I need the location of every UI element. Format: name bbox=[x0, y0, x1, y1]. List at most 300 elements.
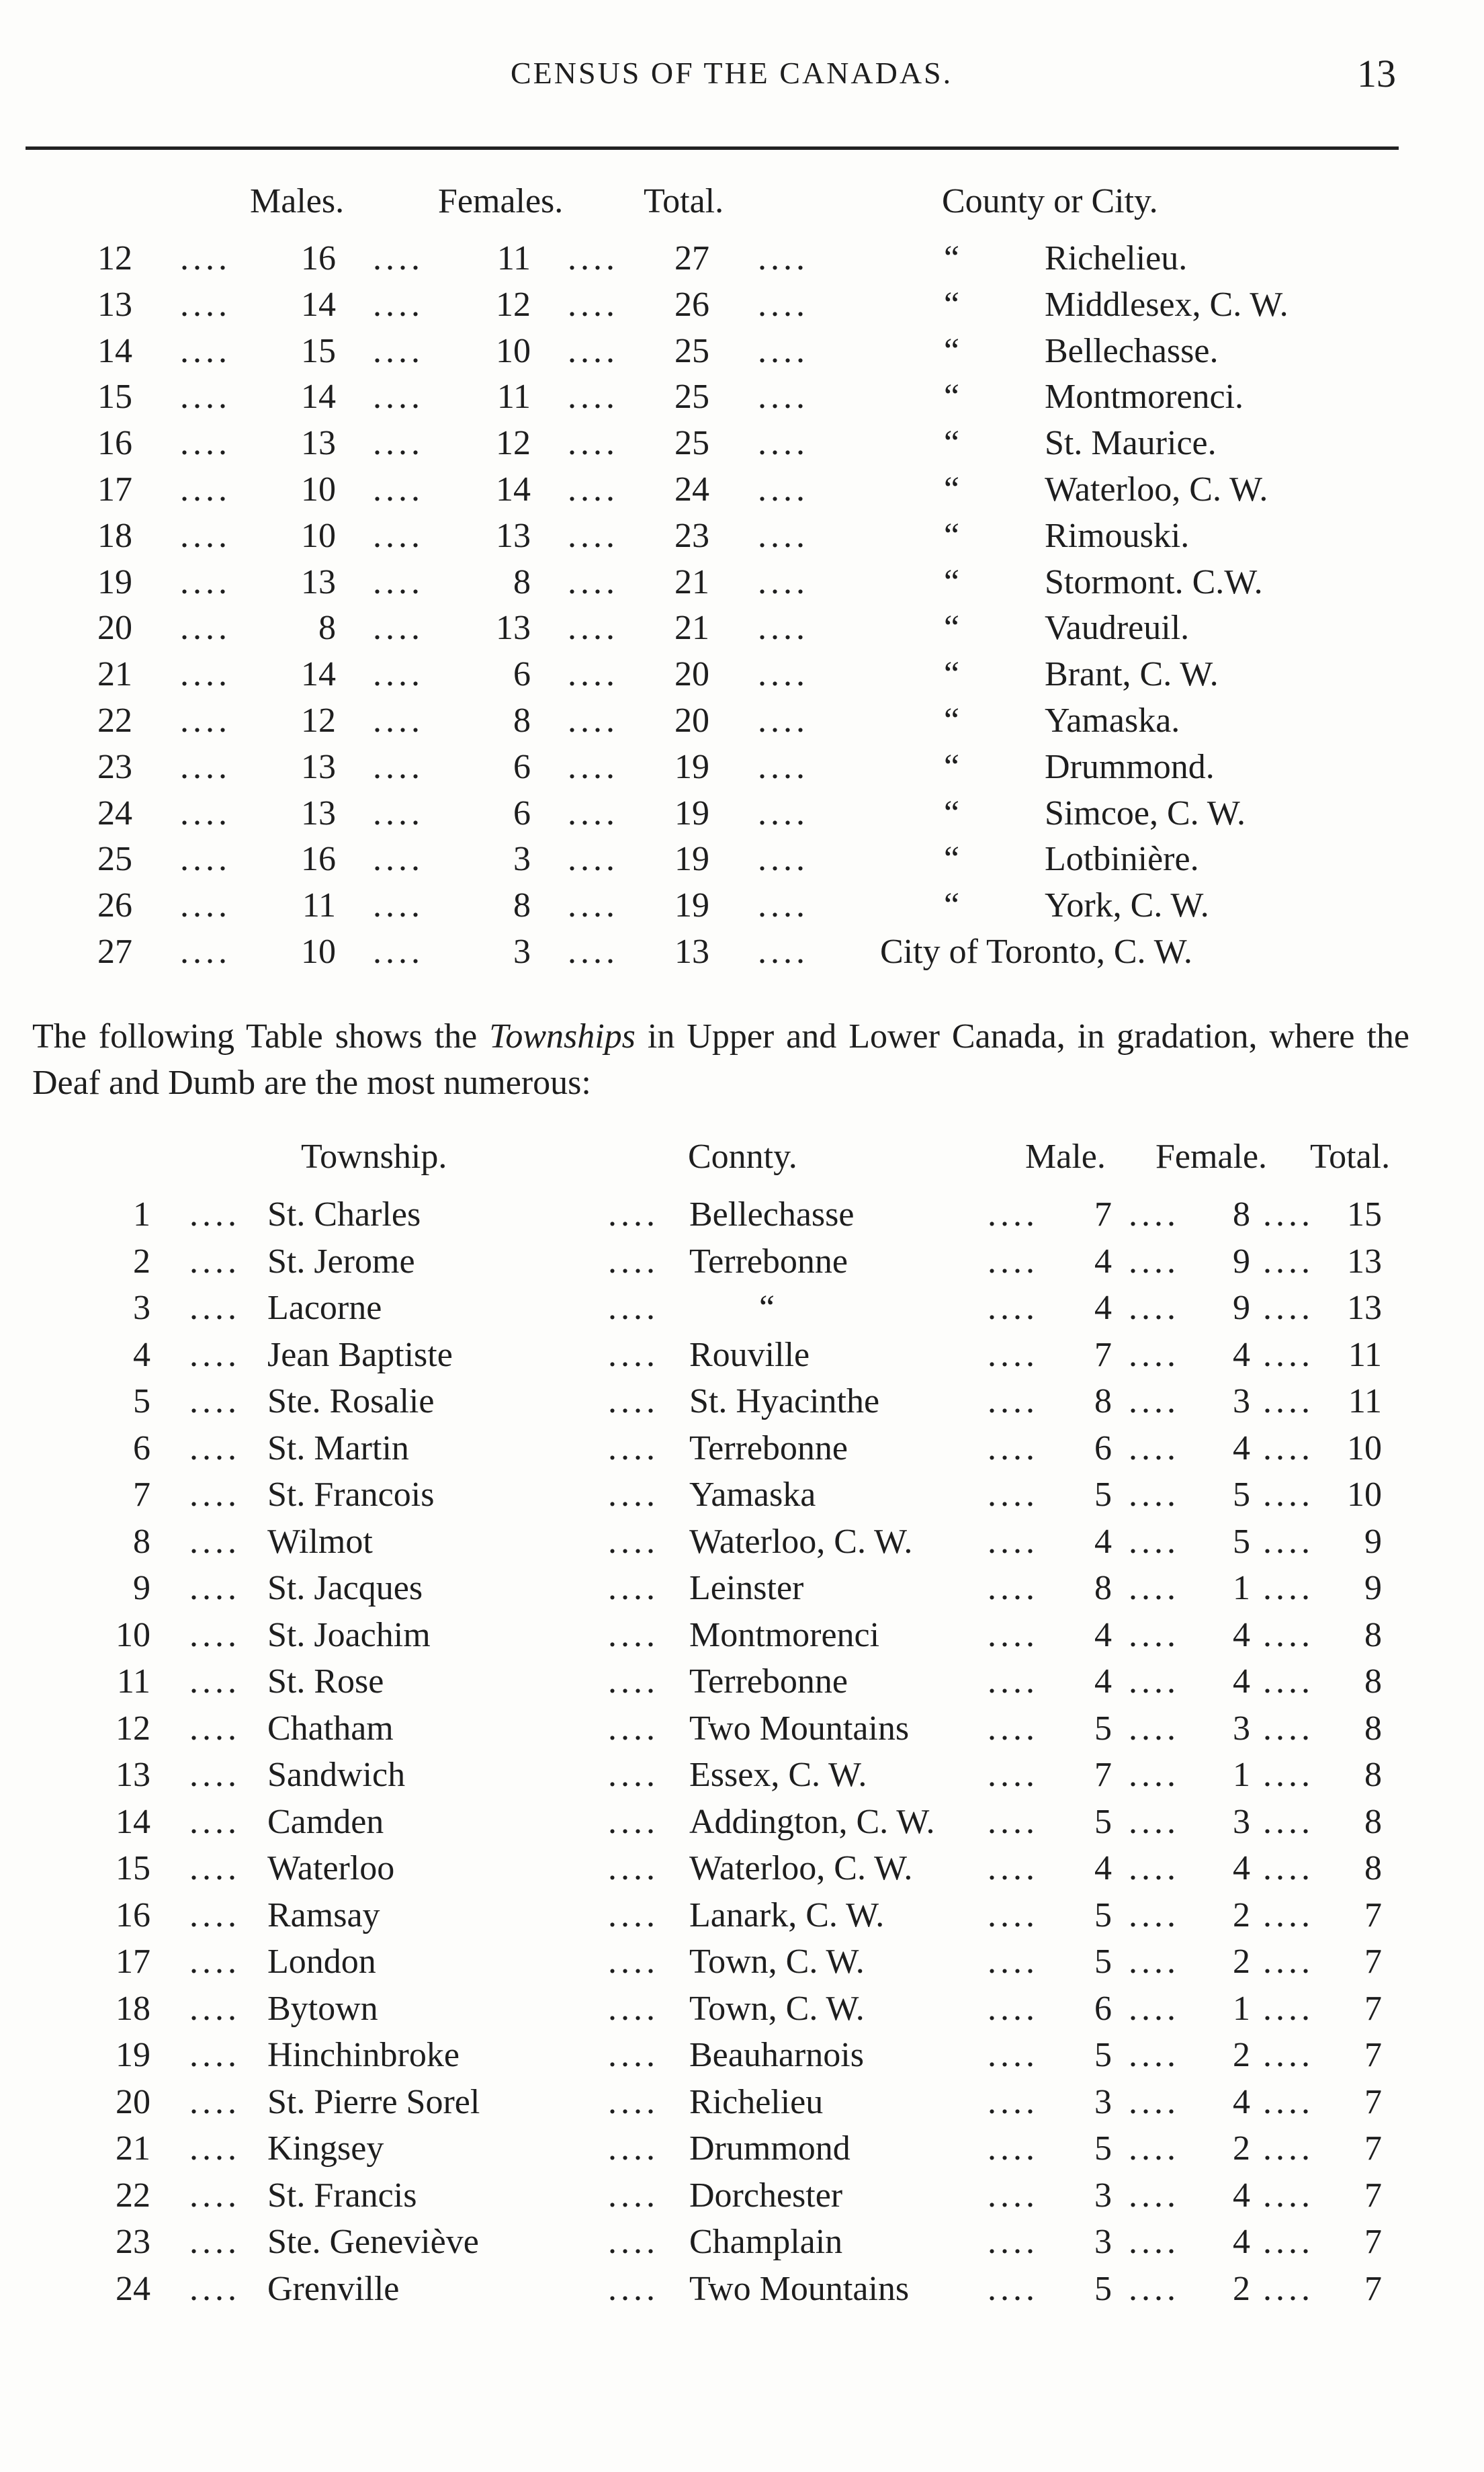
dot-leader: .... bbox=[608, 1382, 659, 1420]
dot-leader: .... bbox=[1263, 2269, 1314, 2308]
township-cell: St. Jerome bbox=[267, 1242, 415, 1281]
females-cell: 13 bbox=[496, 609, 531, 648]
dot-leader: .... bbox=[608, 1756, 659, 1794]
table1-row bbox=[0, 470, 1484, 515]
dot-leader: .... bbox=[568, 701, 619, 740]
county-cell: Waterloo, C. W. bbox=[689, 1849, 913, 1887]
males-cell: 10 bbox=[301, 516, 336, 555]
table1-row bbox=[0, 377, 1484, 423]
dot-leader: .... bbox=[608, 1289, 659, 1327]
females-cell: 10 bbox=[496, 331, 531, 370]
dot-leader: .... bbox=[988, 1429, 1039, 1467]
male-cell: 3 bbox=[1094, 2176, 1112, 2215]
dot-leader: .... bbox=[758, 562, 809, 601]
dot-leader: .... bbox=[373, 794, 424, 833]
township-cell: Grenville bbox=[267, 2269, 400, 2308]
dot-leader: .... bbox=[758, 470, 809, 509]
males-cell: 12 bbox=[301, 701, 336, 740]
rank-cell: 25 bbox=[97, 840, 132, 879]
dot-leader: .... bbox=[988, 1989, 1039, 2028]
ditto-mark: “ bbox=[944, 794, 960, 833]
county-cell: Beauharnois bbox=[689, 2036, 864, 2074]
table1-row bbox=[0, 886, 1484, 931]
dot-leader: .... bbox=[1263, 1709, 1314, 1748]
dot-leader: .... bbox=[1129, 1756, 1180, 1794]
county-cell: Terrebonne bbox=[689, 1662, 848, 1701]
dot-leader: .... bbox=[758, 794, 809, 833]
total-cell: 19 bbox=[674, 886, 709, 925]
table2-row bbox=[0, 1195, 1484, 1242]
table2-row bbox=[0, 1802, 1484, 1849]
males-cell: 10 bbox=[301, 470, 336, 509]
dot-leader: .... bbox=[180, 747, 231, 786]
dot-leader: .... bbox=[568, 886, 619, 925]
township-cell: Sandwich bbox=[267, 1756, 406, 1794]
county-cell: Town, C. W. bbox=[689, 1989, 865, 2028]
dot-leader: .... bbox=[180, 285, 231, 324]
female-cell: 2 bbox=[1233, 2269, 1250, 2308]
rank-cell: 4 bbox=[133, 1335, 150, 1374]
place-cell: St. Maurice. bbox=[1045, 424, 1217, 463]
female-cell: 4 bbox=[1233, 1849, 1250, 1887]
rank-cell: 18 bbox=[116, 1989, 150, 2028]
females-cell: 6 bbox=[513, 655, 531, 694]
total-cell: 11 bbox=[1348, 1382, 1382, 1420]
dot-leader: .... bbox=[988, 1802, 1039, 1841]
dot-leader: .... bbox=[608, 1335, 659, 1374]
total-cell: 15 bbox=[1347, 1195, 1382, 1234]
rank-cell: 26 bbox=[97, 886, 132, 925]
dot-leader: .... bbox=[1129, 2176, 1180, 2215]
table2-row bbox=[0, 1242, 1484, 1289]
male-cell: 4 bbox=[1094, 1289, 1112, 1327]
rank-cell: 1 bbox=[133, 1195, 150, 1234]
county-cell: Richelieu bbox=[689, 2082, 824, 2121]
dot-leader: .... bbox=[189, 1522, 241, 1561]
table2-row bbox=[0, 1662, 1484, 1709]
males-cell: 14 bbox=[301, 285, 336, 324]
table2-row bbox=[0, 2269, 1484, 2316]
rank-cell: 16 bbox=[116, 1895, 150, 1934]
females-cell: 3 bbox=[513, 933, 531, 971]
total-cell: 19 bbox=[674, 747, 709, 786]
rank-cell: 10 bbox=[116, 1615, 150, 1654]
table1-females-header: Females. bbox=[438, 182, 564, 220]
dot-leader: .... bbox=[1263, 1802, 1314, 1841]
township-cell: London bbox=[267, 1943, 376, 1981]
dot-leader: .... bbox=[568, 840, 619, 879]
place-cell: Middlesex, C. W. bbox=[1045, 285, 1289, 324]
dot-leader: .... bbox=[1263, 1476, 1314, 1514]
ditto-mark: “ bbox=[944, 516, 960, 555]
males-cell: 14 bbox=[301, 655, 336, 694]
dot-leader: .... bbox=[758, 378, 809, 417]
female-cell: 1 bbox=[1233, 1989, 1250, 2028]
rank-cell: 12 bbox=[97, 239, 132, 278]
table1-row bbox=[0, 839, 1484, 885]
rank-cell: 21 bbox=[116, 2129, 150, 2168]
table2-male-header: Male. bbox=[1025, 1138, 1106, 1176]
place-cell: Waterloo, C. W. bbox=[1045, 470, 1268, 509]
dot-leader: .... bbox=[1129, 1662, 1180, 1701]
females-cell: 8 bbox=[513, 562, 531, 601]
county-cell: Terrebonne bbox=[689, 1429, 848, 1467]
rank-cell: 15 bbox=[116, 1849, 150, 1887]
dot-leader: .... bbox=[988, 1709, 1039, 1748]
dot-leader: .... bbox=[189, 1709, 241, 1748]
place-cell: City of Toronto, C. W. bbox=[880, 933, 1192, 971]
township-cell: St. Francis bbox=[267, 2176, 417, 2215]
table2-county-header: Connty. bbox=[688, 1138, 797, 1176]
dot-leader: .... bbox=[373, 285, 424, 324]
township-cell: Lacorne bbox=[267, 1289, 382, 1327]
rank-cell: 12 bbox=[116, 1709, 150, 1748]
male-cell: 8 bbox=[1094, 1382, 1112, 1420]
dot-leader: .... bbox=[180, 516, 231, 555]
males-cell: 16 bbox=[301, 239, 336, 278]
township-cell: St. Jacques bbox=[267, 1569, 423, 1607]
dot-leader: .... bbox=[373, 424, 424, 463]
dot-leader: .... bbox=[373, 886, 424, 925]
dot-leader: .... bbox=[189, 2176, 241, 2215]
female-cell: 4 bbox=[1233, 2223, 1250, 2261]
table1-row bbox=[0, 331, 1484, 377]
dot-leader: .... bbox=[180, 424, 231, 463]
dot-leader: .... bbox=[1129, 1569, 1180, 1607]
dot-leader: .... bbox=[189, 2129, 241, 2168]
county-cell: “ bbox=[759, 1289, 775, 1327]
dot-leader: .... bbox=[189, 1242, 241, 1281]
dot-leader: .... bbox=[608, 1802, 659, 1841]
males-cell: 13 bbox=[301, 794, 336, 833]
dot-leader: .... bbox=[373, 470, 424, 509]
table2-row bbox=[0, 1335, 1484, 1382]
county-cell: Addington, C. W. bbox=[689, 1802, 935, 1841]
ditto-mark: “ bbox=[944, 562, 960, 601]
county-cell: Rouville bbox=[689, 1335, 810, 1374]
females-cell: 14 bbox=[496, 470, 531, 509]
table2-female-header: Female. bbox=[1155, 1138, 1268, 1176]
total-cell: 19 bbox=[674, 794, 709, 833]
dot-leader: .... bbox=[1263, 1895, 1314, 1934]
dot-leader: .... bbox=[988, 2269, 1039, 2308]
dot-leader: .... bbox=[568, 378, 619, 417]
dot-leader: .... bbox=[988, 1569, 1039, 1607]
township-cell: Camden bbox=[267, 1802, 384, 1841]
dot-leader: .... bbox=[608, 1242, 659, 1281]
male-cell: 4 bbox=[1094, 1522, 1112, 1561]
dot-leader: .... bbox=[1129, 2036, 1180, 2074]
township-cell: Jean Baptiste bbox=[267, 1335, 453, 1374]
dot-leader: .... bbox=[1263, 1662, 1314, 1701]
table1-row bbox=[0, 285, 1484, 331]
rank-cell: 3 bbox=[133, 1289, 150, 1327]
males-cell: 14 bbox=[301, 378, 336, 417]
ditto-mark: “ bbox=[944, 747, 960, 786]
table2-row bbox=[0, 1288, 1484, 1335]
rank-cell: 18 bbox=[97, 516, 132, 555]
table1-row bbox=[0, 562, 1484, 608]
dot-leader: .... bbox=[1129, 1335, 1180, 1374]
dot-leader: .... bbox=[189, 2269, 241, 2308]
dot-leader: .... bbox=[180, 609, 231, 648]
rank-cell: 15 bbox=[97, 378, 132, 417]
table2-row bbox=[0, 1895, 1484, 1943]
dot-leader: .... bbox=[189, 1756, 241, 1794]
dot-leader: .... bbox=[758, 609, 809, 648]
dot-leader: .... bbox=[988, 1849, 1039, 1887]
rank-cell: 22 bbox=[97, 701, 132, 740]
total-cell: 23 bbox=[674, 516, 709, 555]
total-cell: 21 bbox=[674, 609, 709, 648]
rank-cell: 13 bbox=[116, 1756, 150, 1794]
dot-leader: .... bbox=[1129, 1289, 1180, 1327]
place-cell: York, C. W. bbox=[1045, 886, 1209, 925]
township-cell: Wilmot bbox=[267, 1522, 373, 1561]
ditto-mark: “ bbox=[944, 239, 960, 278]
dot-leader: .... bbox=[373, 239, 424, 278]
male-cell: 7 bbox=[1094, 1335, 1112, 1374]
table2-row bbox=[0, 1429, 1484, 1476]
female-cell: 3 bbox=[1233, 1802, 1250, 1841]
rank-cell: 24 bbox=[116, 2269, 150, 2308]
place-cell: Bellechasse. bbox=[1045, 331, 1219, 370]
female-cell: 4 bbox=[1233, 2082, 1250, 2121]
total-cell: 9 bbox=[1364, 1522, 1382, 1561]
dot-leader: .... bbox=[373, 609, 424, 648]
male-cell: 5 bbox=[1094, 1895, 1112, 1934]
county-cell: Two Mountains bbox=[689, 1709, 910, 1748]
table1-males-header: Males. bbox=[250, 182, 345, 220]
table2-row bbox=[0, 1709, 1484, 1756]
males-cell: 13 bbox=[301, 747, 336, 786]
dot-leader: .... bbox=[1263, 1756, 1314, 1794]
dot-leader: .... bbox=[373, 747, 424, 786]
township-cell: Ramsay bbox=[267, 1895, 380, 1934]
rank-cell: 23 bbox=[97, 747, 132, 786]
table1-row bbox=[0, 239, 1484, 284]
county-cell: Waterloo, C. W. bbox=[689, 1522, 913, 1561]
dot-leader: .... bbox=[373, 378, 424, 417]
dot-leader: .... bbox=[568, 609, 619, 648]
rank-cell: 13 bbox=[97, 285, 132, 324]
female-cell: 4 bbox=[1233, 2176, 1250, 2215]
county-cell: Terrebonne bbox=[689, 1242, 848, 1281]
township-cell: St. Joachim bbox=[267, 1615, 431, 1654]
dot-leader: .... bbox=[180, 239, 231, 278]
paragraph-text: The following Table shows the bbox=[32, 1017, 490, 1056]
dot-leader: .... bbox=[1263, 2082, 1314, 2121]
dot-leader: .... bbox=[1129, 2223, 1180, 2261]
male-cell: 6 bbox=[1094, 1429, 1112, 1467]
dot-leader: .... bbox=[189, 1662, 241, 1701]
total-cell: 21 bbox=[674, 562, 709, 601]
dot-leader: .... bbox=[1129, 2129, 1180, 2168]
males-cell: 13 bbox=[301, 424, 336, 463]
dot-leader: .... bbox=[608, 1569, 659, 1607]
county-cell: Champlain bbox=[689, 2223, 843, 2261]
dot-leader: .... bbox=[758, 655, 809, 694]
dot-leader: .... bbox=[568, 285, 619, 324]
rank-cell: 19 bbox=[116, 2036, 150, 2074]
total-cell: 7 bbox=[1364, 2176, 1382, 2215]
table1-row bbox=[0, 516, 1484, 562]
ditto-mark: “ bbox=[944, 470, 960, 509]
dot-leader: .... bbox=[1129, 1195, 1180, 1234]
table2-row bbox=[0, 1615, 1484, 1662]
male-cell: 4 bbox=[1094, 1662, 1112, 1701]
place-cell: Drummond. bbox=[1045, 747, 1215, 786]
dot-leader: .... bbox=[1129, 1615, 1180, 1654]
dot-leader: .... bbox=[758, 747, 809, 786]
females-cell: 13 bbox=[496, 516, 531, 555]
dot-leader: .... bbox=[1129, 1522, 1180, 1561]
male-cell: 4 bbox=[1094, 1615, 1112, 1654]
dot-leader: .... bbox=[988, 1476, 1039, 1514]
total-cell: 20 bbox=[674, 655, 709, 694]
table2-row bbox=[0, 2176, 1484, 2223]
females-cell: 3 bbox=[513, 840, 531, 879]
township-cell: St. Charles bbox=[267, 1195, 421, 1234]
female-cell: 5 bbox=[1233, 1522, 1250, 1561]
females-cell: 6 bbox=[513, 747, 531, 786]
dot-leader: .... bbox=[568, 239, 619, 278]
table1-row bbox=[0, 701, 1484, 747]
female-cell: 2 bbox=[1233, 1943, 1250, 1981]
dot-leader: .... bbox=[608, 2269, 659, 2308]
dot-leader: .... bbox=[1129, 1943, 1180, 1981]
females-cell: 8 bbox=[513, 886, 531, 925]
dot-leader: .... bbox=[988, 2176, 1039, 2215]
dot-leader: .... bbox=[189, 1802, 241, 1841]
males-cell: 8 bbox=[318, 609, 336, 648]
rank-cell: 21 bbox=[97, 655, 132, 694]
place-cell: Simcoe, C. W. bbox=[1045, 794, 1246, 833]
county-cell: Leinster bbox=[689, 1569, 804, 1607]
dot-leader: .... bbox=[988, 1943, 1039, 1981]
dot-leader: .... bbox=[189, 2036, 241, 2074]
dot-leader: .... bbox=[180, 470, 231, 509]
male-cell: 5 bbox=[1094, 2269, 1112, 2308]
rank-cell: 11 bbox=[116, 1662, 150, 1701]
dot-leader: .... bbox=[758, 886, 809, 925]
males-cell: 11 bbox=[302, 886, 336, 925]
dot-leader: .... bbox=[758, 239, 809, 278]
total-cell: 13 bbox=[1347, 1242, 1382, 1281]
male-cell: 7 bbox=[1094, 1756, 1112, 1794]
ditto-mark: “ bbox=[944, 424, 960, 463]
dot-leader: .... bbox=[180, 331, 231, 370]
ditto-mark: “ bbox=[944, 701, 960, 740]
total-cell: 7 bbox=[1364, 1989, 1382, 2028]
dot-leader: .... bbox=[758, 331, 809, 370]
dot-leader: .... bbox=[1263, 1989, 1314, 2028]
table1-county-header: County or City. bbox=[942, 182, 1158, 220]
female-cell: 5 bbox=[1233, 1476, 1250, 1514]
dot-leader: .... bbox=[1129, 1802, 1180, 1841]
table1-row bbox=[0, 654, 1484, 700]
dot-leader: .... bbox=[568, 794, 619, 833]
table1-row bbox=[0, 932, 1484, 978]
dot-leader: .... bbox=[373, 562, 424, 601]
female-cell: 2 bbox=[1233, 1895, 1250, 1934]
total-cell: 13 bbox=[674, 933, 709, 971]
dot-leader: .... bbox=[568, 331, 619, 370]
ditto-mark: “ bbox=[944, 378, 960, 417]
dot-leader: .... bbox=[1263, 2223, 1314, 2261]
township-cell: St. Martin bbox=[267, 1429, 409, 1467]
dot-leader: .... bbox=[608, 1989, 659, 2028]
female-cell: 9 bbox=[1233, 1289, 1250, 1327]
township-cell: St. Francois bbox=[267, 1476, 435, 1514]
rank-cell: 27 bbox=[97, 933, 132, 971]
township-cell: St. Rose bbox=[267, 1662, 384, 1701]
paragraph-text-end: in Upper and Lower Canada, in gradation, where the Deaf and Dumb are the most numerous: bbox=[32, 1017, 1409, 1102]
township-cell: St. Pierre Sorel bbox=[267, 2082, 480, 2121]
dot-leader: .... bbox=[1263, 1242, 1314, 1281]
rank-cell: 14 bbox=[97, 331, 132, 370]
table2-row bbox=[0, 2035, 1484, 2082]
dot-leader: .... bbox=[1263, 2176, 1314, 2215]
female-cell: 2 bbox=[1233, 2129, 1250, 2168]
dot-leader: .... bbox=[608, 1895, 659, 1934]
dot-leader: .... bbox=[608, 2176, 659, 2215]
table2-row bbox=[0, 1942, 1484, 1989]
dot-leader: .... bbox=[608, 1662, 659, 1701]
place-cell: Vaudreuil. bbox=[1045, 609, 1190, 648]
dot-leader: .... bbox=[1129, 1849, 1180, 1887]
dot-leader: .... bbox=[988, 1615, 1039, 1654]
county-cell: Bellechasse bbox=[689, 1195, 855, 1234]
dot-leader: .... bbox=[189, 1335, 241, 1374]
dot-leader: .... bbox=[189, 2223, 241, 2261]
dot-leader: .... bbox=[988, 1756, 1039, 1794]
dot-leader: .... bbox=[189, 1429, 241, 1467]
dot-leader: .... bbox=[1129, 1989, 1180, 2028]
county-cell: Yamaska bbox=[689, 1476, 816, 1514]
males-cell: 13 bbox=[301, 562, 336, 601]
dot-leader: .... bbox=[988, 1522, 1039, 1561]
place-cell: Yamaska. bbox=[1045, 701, 1180, 740]
dot-leader: .... bbox=[1263, 1429, 1314, 1467]
dot-leader: .... bbox=[189, 1569, 241, 1607]
male-cell: 5 bbox=[1094, 2036, 1112, 2074]
dot-leader: .... bbox=[758, 516, 809, 555]
females-cell: 12 bbox=[496, 424, 531, 463]
female-cell: 4 bbox=[1233, 1429, 1250, 1467]
dot-leader: .... bbox=[373, 655, 424, 694]
dot-leader: .... bbox=[988, 1382, 1039, 1420]
total-cell: 9 bbox=[1364, 1569, 1382, 1607]
dot-leader: .... bbox=[1263, 1943, 1314, 1981]
female-cell: 4 bbox=[1233, 1662, 1250, 1701]
place-cell: Montmorenci. bbox=[1045, 378, 1244, 417]
dot-leader: .... bbox=[568, 655, 619, 694]
total-cell: 8 bbox=[1364, 1802, 1382, 1841]
table2-row bbox=[0, 1755, 1484, 1802]
rank-cell: 19 bbox=[97, 562, 132, 601]
dot-leader: .... bbox=[1129, 2269, 1180, 2308]
females-cell: 6 bbox=[513, 794, 531, 833]
county-cell: Montmorenci bbox=[689, 1615, 880, 1654]
dot-leader: .... bbox=[373, 701, 424, 740]
dot-leader: .... bbox=[180, 378, 231, 417]
females-cell: 11 bbox=[496, 239, 531, 278]
total-cell: 10 bbox=[1347, 1476, 1382, 1514]
county-cell: St. Hyacinthe bbox=[689, 1382, 880, 1420]
table2-row bbox=[0, 2129, 1484, 2176]
ditto-mark: “ bbox=[944, 609, 960, 648]
